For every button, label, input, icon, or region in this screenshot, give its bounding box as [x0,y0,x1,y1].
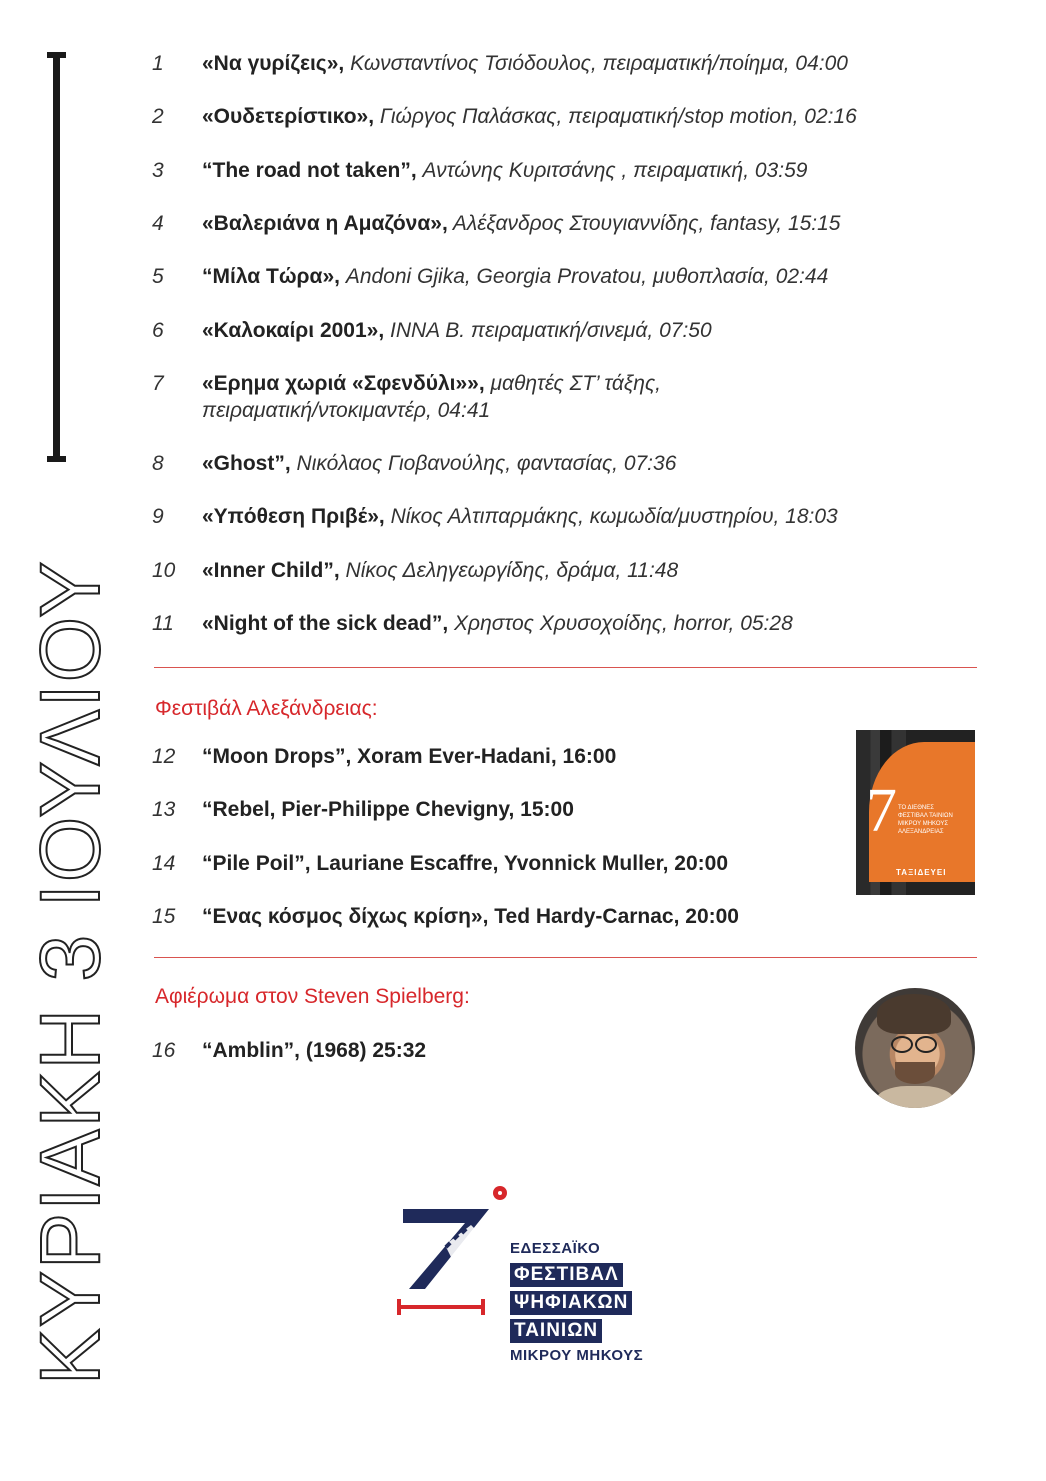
item-text: “Ενας κόσμος δίχως κρίση», Ted Hardy-Carnac, 20:00 [202,905,739,928]
item-title: «Βαλεριάνα η Αμαζόνα», [202,212,448,235]
section-divider [154,957,977,958]
item-number: 4 [152,212,164,235]
item-meta: Κωνσταντίνος Τσιόδουλος, πειραματική/ποίημα, 04:00 [344,52,848,75]
item-number: 1 [152,52,164,75]
alexandria-festival-poster [856,730,975,895]
item-meta: μαθητές ΣΤ’ τάξης, [484,372,661,395]
logo-line-3: ΨΗΦΙΑΚΩΝ [510,1291,632,1315]
item-text: “Pile Poil”, Lauriane Escaffre, Yvonnick Muller, 20:00 [202,852,728,875]
item-number: 11 [152,612,174,635]
item-number: 6 [152,319,164,342]
logo-line-5: ΜΙΚΡΟΥ ΜΗΚΟΥΣ [510,1347,644,1364]
item-meta: Νίκος Αλτιπαρμάκης, κωμωδία/μυστηρίου, 18:03 [384,505,838,528]
item-number: 8 [152,452,164,475]
logo-line-2: ΦΕΣΤΙΒΑΛ [510,1263,623,1287]
item-meta: Γιώργος Παλάσκας, πειραματική/stop motion, 02:16 [374,105,857,128]
item-meta: ΙΝΝΑ Β. πειραματική/σινεμά, 07:50 [384,319,712,342]
alexandria-heading: Φεστιβάλ Αλεξάνδρειας: [155,697,378,720]
poster-bottom-text: ΤΑΞΙΔΕΥΕΙ [896,868,947,877]
item-text: “Moon Drops”, Xoram Ever-Hadani, 16:00 [202,745,617,768]
item-number: 7 [152,372,164,395]
item-title: «Night of the sick dead”, [202,612,449,635]
item-title: «Ghost”, [202,452,291,475]
item-meta: Νικόλαος Γιοβανούλης, φαντασίας, 07:36 [290,452,677,475]
item-title: «Καλοκαίρι 2001», [202,319,385,342]
item-title: «Ουδετερίστικο», [202,105,375,128]
item-meta: Αντώνης Κυριτσάνης , πειραματική, 03:59 [416,159,808,182]
item-number: 9 [152,505,164,528]
seven-filmstrip-logo-icon [395,1185,515,1325]
item-number: 12 [152,745,176,768]
item-text: “Rebel, Pier-Philippe Chevigny, 15:00 [202,798,574,821]
page-title-vertical: ΚΥΡΙΑΚΗ 3 ΙΟΥΛΙΟΥ [23,559,117,1385]
item-number: 14 [152,852,176,875]
poster-text: ΤΟ ΔΙΕΘΝΕΣ ΦΕΣΤΙΒΑΛ ΤΑΙΝΙΩΝ ΜΙΚΡΟΥ ΜΗΚΟΥΣ ΑΛΕΞΑΝΔΡΕΙΑΣ [898,805,953,835]
logo-line-4: ΤΑΙΝΙΩΝ [510,1319,602,1343]
item-title: “Μίλα Τώρα», [202,265,340,288]
item-meta: Andoni Gjika, Georgia Provatou, μυθοπλασία, 02:44 [339,265,829,288]
item-number: 16 [152,1039,176,1062]
item-title: «Να γυρίζεις», [202,52,345,75]
item-number: 15 [152,905,176,928]
item-number: 10 [152,559,176,582]
item-meta: Αλέξανδρος Στουγιαννίδης, fantasy, 15:15 [447,212,841,235]
item-number: 13 [152,798,176,821]
spielberg-heading: Αφιέρωμα στον Steven Spielberg: [155,985,470,1008]
spielberg-portrait-image [855,988,975,1108]
item-meta-continued: πειραματική/ντοκιμαντέρ, 04:41 [202,399,491,422]
item-title: “The road not taken”, [202,159,417,182]
vertical-bar-decoration [53,52,60,462]
item-meta: Χρηστος Χρυσοχοίδης, horror, 05:28 [448,612,793,635]
item-title: «Υπόθεση Πριβέ», [202,505,385,528]
item-text: “Amblin”, (1968) 25:32 [202,1039,427,1062]
item-number: 5 [152,265,164,288]
item-title: «Inner Child”, [202,559,340,582]
item-meta: Νίκος Δεληγεωργίδης, δράμα, 11:48 [339,559,679,582]
festival-logo [395,1185,675,1385]
logo-line-1: ΕΔΕΣΣΑΪΚΟ [510,1240,601,1257]
item-number: 2 [152,105,164,128]
item-title: «Ερημα χωριά «Σφενδύλι»», [202,372,485,395]
item-number: 3 [152,159,164,182]
section-divider [154,667,977,668]
poster-number: 7 [866,777,897,845]
